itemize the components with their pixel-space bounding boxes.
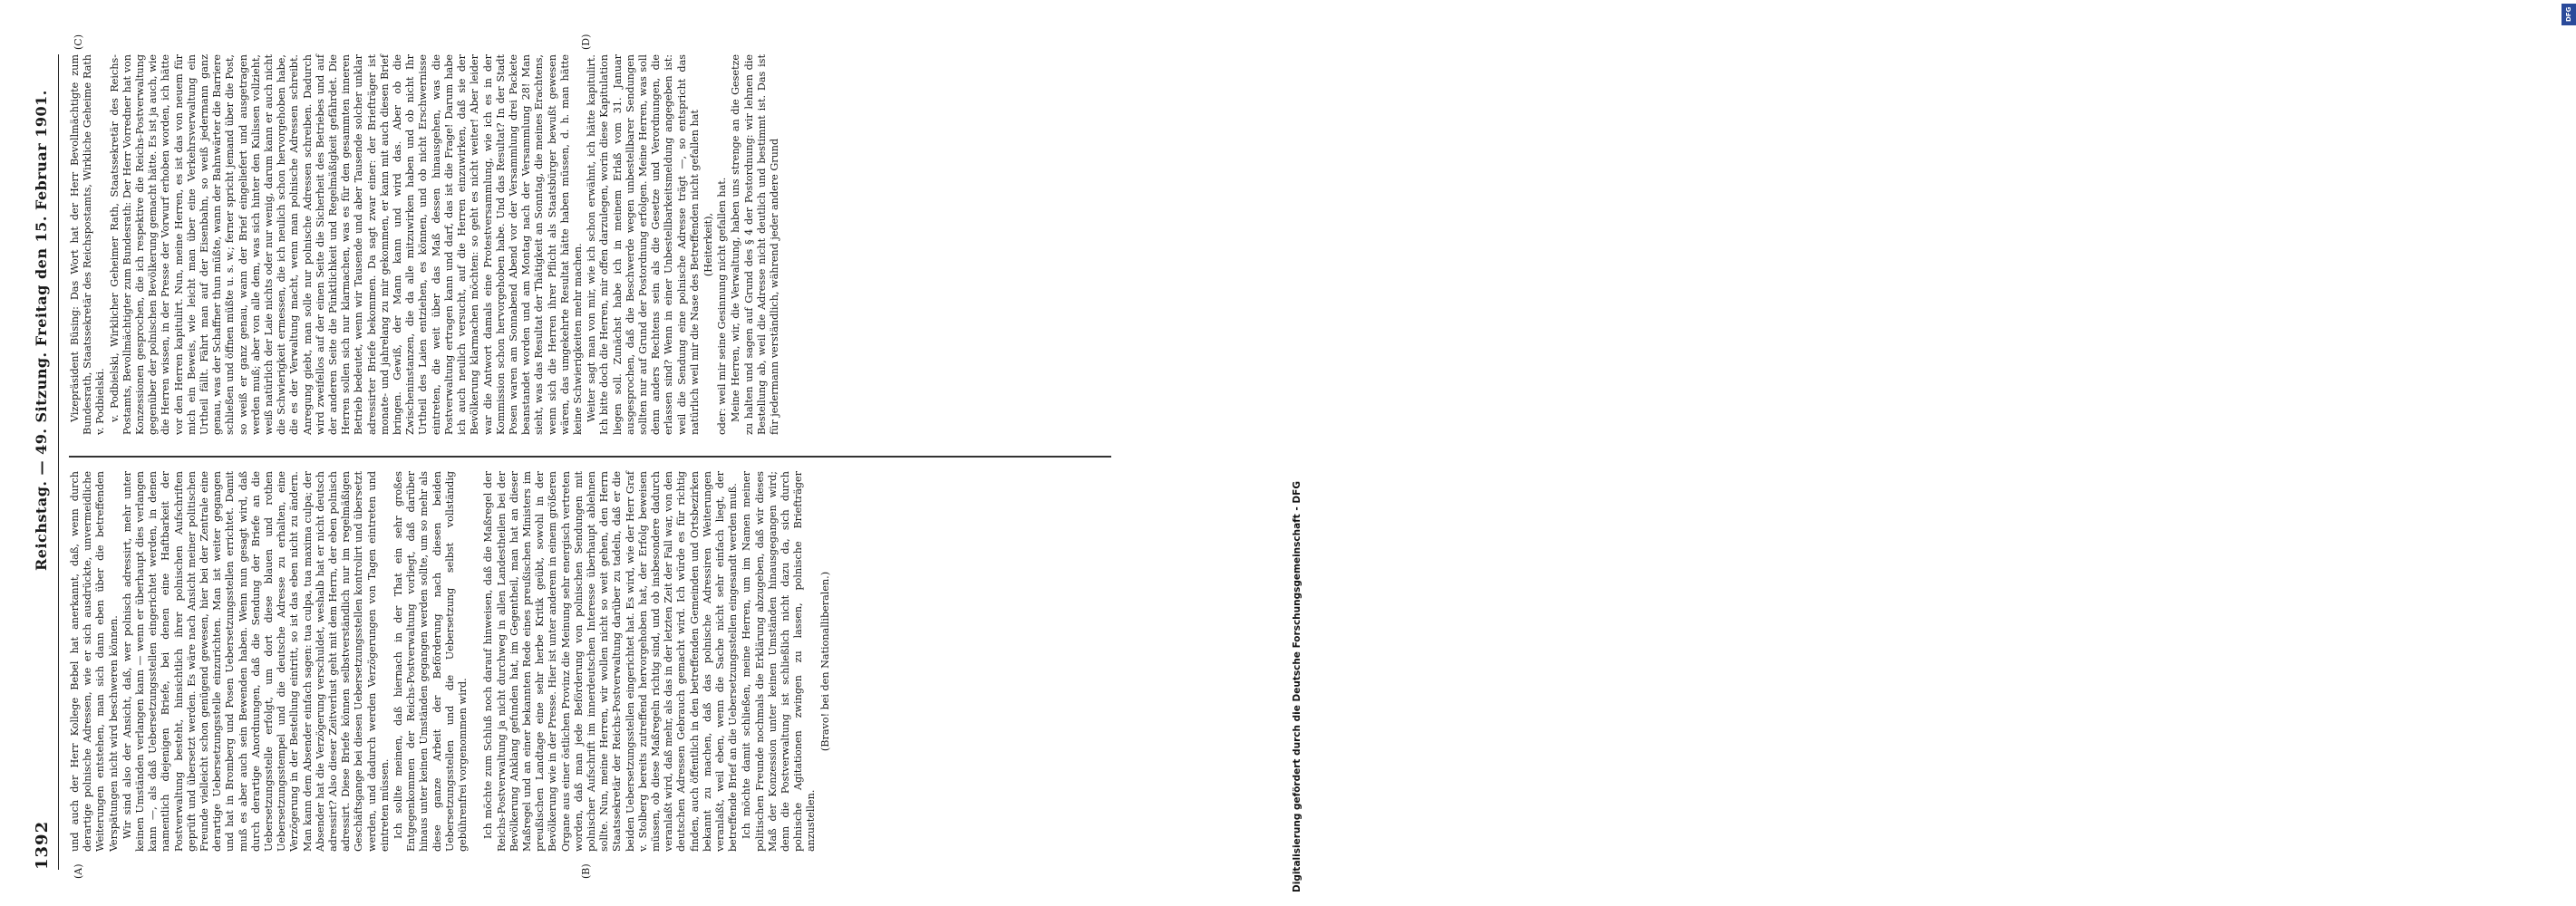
paragraph: Meine Herren, wir, die Verwaltung, haben uns strenge an die Gesetze zu halten und sagen auf Grund des § 4 der Postordnung: wir lehnen die Bestellung ab, weil die Adresse nicht deutlich und bestimmt ist. Das ist für jedermann verständlich, während jeder andere Grund: [730, 54, 780, 435]
margin-marker-d: (D): [580, 34, 592, 50]
digitization-notice: Digitalisierung gefördert durch die Deutsche Forschungsgemeinschaft - DFG: [1292, 481, 1303, 892]
right-column: [69, 54, 1138, 435]
column-divider: [69, 457, 1111, 458]
page-header: [27, 54, 59, 870]
left-column: [69, 471, 1138, 852]
applause-note: (Bravo! bei den Nationalliberalen.): [818, 571, 831, 752]
laughter-note: (Heiterkeit),: [702, 212, 714, 277]
dfg-logo: DFG: [2561, 4, 2576, 25]
margin-marker-b: (B): [580, 863, 592, 879]
paragraph: Ich möchte damit schließen, meine Herren, um im Namen meiner politischen Freunde nochmals die Erklärung abzugeben, daß wir dieses Maß der Konzession unter keinen Umständen hinausgegangen wird; denn die Postverwaltung ist schließlich nicht dazu da, sich durch polnische Agitationen zwingen zu lassen, polnische Briefträger anzustellen.: [741, 471, 818, 852]
page-number: 1392: [33, 820, 52, 870]
paragraph: und auch der Herr Kollege Bebel hat anerkannt, daß, wenn durch derartige polnische Adressen, wie er sich ausdrückte, unvermeidliche Weiterungen entstehen, man sich dann eben über die betreffenden Verspätungen nicht wird beschweren können.: [69, 471, 120, 852]
paragraph: Wir sind also der Ansicht, daß, wer polnisch adressirt, mehr unter keinen Umständen verlangen kann — wenn er überhaupt dies verlangen kann —, als daß Uebersetzungsstellen eingerichtet werden, in denen namentlich diejenigen Briefe, bei denen eine Haftbarkeit der Postverwaltung besteht, hinsichtlich ihrer polnischen Aufschriften geprüft und übersetzt werden. Es wäre nach Ansicht meiner politischen Freunde vielleicht schon genügend gewesen, hier bei der Zentrale eine derartige Uebersetzungsstelle einzurichten. Man ist weiter gegangen und hat in Bromberg und Posen Uebersetzungsstellen errichtet. Damit muß es aber auch sein Bewenden haben. Wenn nun gesagt wird, daß durch derartige Anordnungen, daß die Sendung der Briefe an die Uebersetzungsstelle erfolgt, um dort diese blauen und rothen Uebersetzungsstempel und die deutsche Adresse zu erhalten, eine Verzögerung in der Bestellung eintritt, so ist das eben nicht zu ändern. Man kann dem Absender einfach sagen: tua culpa, tua maxima culpa; der Absender hat die Verzögerung verschuldet, weshalb hat er nicht deutsch adressirt? Also dieser Zeitverlust geht mit dem Herrn, der eben polnisch adressirt. Diese Briefe können selbstverständlich nur im regelmäßigen Geschäftsgange bei diesen Uebersetzungsstellen kontrolirt und übersetzt werden, und dadurch werden Verzögerungen von Tagen eintreten und eintreten müssen.: [121, 471, 391, 852]
paragraph: oder: weil mir seine Gesinnung nicht gefallen hat.: [716, 177, 729, 435]
rotated-document-page: [0, 0, 1269, 906]
speaker-paragraph: v. Podbielski, Wirklicher Geheimer Rath, Staatssekretär des Reichs-Postamts, Bevollmächtigter zum Bundesrath: Der Herr Vorredner hat von Konzessionen gesprochen, die ich respektive die Reichs-Postverwaltung gegenüber der polnischen Bevölkerung gemacht hätte. Es ist ja auch, wie die Herren wissen, in der Presse der Vorwurf erhoben worden, ich hätte vor den Herren kapitulirt. Nun, meine Herren, es ist das von neuem für mich ein Beweis, wie leicht man über eine Verkehrsverwaltung ein Urtheil fällt. Fährt man auf der Eisenbahn, so weiß jedermann ganz genau, was der Schaffner thun müßte, wann der Bahnwärter die Barriere schließen und öffnen müßte u. s. w.; ferner spricht jemand über die Post, so weiß er ganz genau, wann der Brief eingeliefert und ausgetragen werden muß; aber von alle dem, was sich hinter den Kulissen vollzieht, weiß natürlich der Laie nichts oder nur wenig, darum kann er auch nicht die Schwierigkeit ermessen, die ich neulich schon hervorgehoben habe, die es der Verwaltung macht, wenn man polnische Adressen schreibt. Anregung giebt, man solle nur polnische Adressen schreiben. Dadurch wird zweifellos auf der einen Seite die Sicherheit des Betriebes und auf der anderen Seite die Pünktlichkeit und Regelmäßigkeit gefährdet. Die Herren sollen sich nur klarmachen, was es für den gesammten inneren Betrieb bedeutet, wenn wir Tausende und aber Tausende solcher unklar adressirter Briefe bekommen. Da sagt zwar einer: der Briefträger ist monate- und jahrelang zu mir gekommen, er kann mit auch diesen Brief bringen. Gewiß, der Mann kann und wird das. Aber ob die Zwischeninstanzen, die da alle mitzuwirken haben und ob nicht Ihr Urtheil des Laien entziehen, es können, und ob nicht Erschwernisse eintreten, die weit über das Maß dessen hinausgehen, was die Postverwaltung ertragen kann und darf, das ist die Frage! Darum habe ich auch neulich versucht, auf die Herren einzuwirken, daß sie der Bevölkerung klarmachen möchten: so geht es nicht weiter! Aber leider war die Antwort damals eine Protestversammlung, wie ich es in der Kommission schon hervorgehoben habe. Und das Resultat? In der Stadt Posen waren am Sonnabend Abend vor der Versammlung drei Packete beanstandet worden und am Montag nach der Versammlung 28! Man sieht, was das Resultat der Thätigkeit an Sonntag, die meines Erachtens, wenn sich die Herren ihrer Pflicht als Staatsbürger bewußt gewesen wären, das umgekehrte Resultat hätte haben müssen, d. h. man hätte keine Schwierigkeiten mehr machen.: [108, 54, 584, 435]
margin-marker-c: (C): [73, 34, 84, 50]
session-title: Reichstag. — 49. Sitzung. Freitag den 15. Februar 1901.: [33, 90, 50, 571]
margin-marker-a: (A): [73, 863, 84, 879]
paragraph: Ich möchte zum Schluß noch darauf hinweisen, daß die Maßregel der Reichs-Postverwaltung ja nicht durchweg in allen Landestheilen bei der Bevölkerung Anklang gefunden hat, im Gegentheil, man hat an dieser Maßregel und an einer bekannten Rede eines preußischen Ministers im preußischen Landtage eine sehr herbe Kritik geübt, sowohl in der Bevölkerung wie in der Presse. Hier ist unter anderem in einem größeren Organe aus einer östlichen Provinz die Meinung sehr energisch vertreten worden, daß man jede Beförderung von polnischen Sendungen mit polnischer Aufschrift im innerdeutschen Interesse überhaupt ablehnen sollte. Nun, meine Herren, wir wollen nicht so weit gehen, den Herrn Staatssekretär der Reichs-Postverwaltung darüber zu tadeln, daß er die beiden Uebersetzungsstellen eingerichtet hat. Es wird, wie der Herr Graf v. Stolberg bereits zutreffend hervorgehoben hat, der Erfolg beweisen müssen, ob diese Maßregeln richtig sind, und ob insbesondere dadurch veranlaßt wird, daß mehr, als das in der letzten Zeit der Fall war, von den deutschen Adressen Gebrauch gemacht wird. Ich würde es für richtig finden, auch öffentlich in den betreffenden Gemeinden und Ortsbezirken bekannt zu machen, daß das polnische Adressiren Weiterungen veranlaßt, weil eben, wenn die Sache nicht sehr einfach liegt, der betreffende Brief an die Uebersetzungsstellen eingesandt werden muß.: [482, 471, 740, 852]
paragraph: Weiter sagt man von mir, wie ich schon erwähnt, ich hätte kapitulirt. Ich bitte doch die Herren, mir offen darzulegen, worin diese Kapitulation liegen soll. Zunächst habe ich in meinem Erlaß vom 31. Januar ausgesprochen, daß die Beschwerde wegen unbestellbarer Sendungen sollten nur auf Grund der Postordnung erfolgen. Meine Herren, was soll denn anders Rechtens sein als die Gesetze und Verordnungen, die erlassen sind? Wenn in einer Unbestellbarkeitsmeldung angegeben ist: weil die Sendung eine polnische Adresse trägt —, so entspricht das natürlich weil mir die Nase des Betreffenden nicht gefallen hat: [586, 54, 701, 435]
speaker-paragraph: Vizepräsident Büsing: Das Wort hat der Herr Bevollmächtigte zum Bundesrath, Staatssekretär des Reichspostamts, Wirkliche Geheime Rath v. Podbielski.: [69, 54, 107, 435]
paragraph: Ich sollte meinen, daß hiernach in der That ein sehr großes Entgegenkommen der Reichs-Postverwaltung vorliegt, daß darüber hinaus unter keinen Umständen gegangen werden sollte, um so mehr als diese ganze Arbeit der Beförderung nach diesen beiden Uebersetzungsstellen und die Uebersetzung selbst vollständig gebührenfrei vorgenommen wird.: [392, 471, 470, 852]
